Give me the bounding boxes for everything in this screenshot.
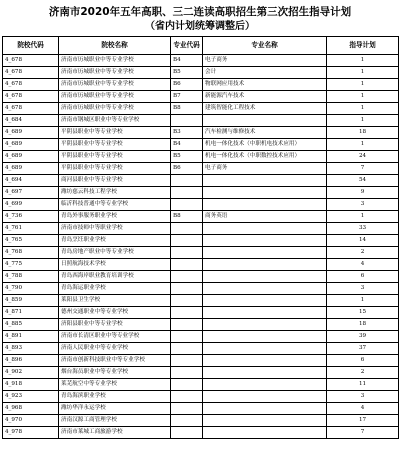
column-header-major-name: 专业名称: [203, 37, 327, 55]
major-name-cell: [203, 331, 327, 343]
school-code-cell: 4_689: [3, 163, 59, 175]
plan-count-cell: 1: [327, 139, 399, 151]
major-code-cell: B4: [171, 139, 203, 151]
school-code-cell: 4_790: [3, 283, 59, 295]
major-code-cell: [171, 271, 203, 283]
plan-count-cell: 3: [327, 283, 399, 295]
table-row: [3, 379, 399, 391]
plan-count-cell: 15: [327, 307, 399, 319]
major-code-cell: [171, 295, 203, 307]
column-header-school-name: 院校名称: [59, 37, 171, 55]
plan-count-cell: 2: [327, 367, 399, 379]
table-row: [3, 199, 399, 211]
major-code-cell: B4: [171, 55, 203, 67]
school-name-cell: 德州交通职业中等专业学校: [59, 307, 171, 319]
major-name-cell: [203, 367, 327, 379]
major-name-cell: 会计: [203, 67, 327, 79]
school-name-cell: 平阴县职业中等专业学校: [59, 163, 171, 175]
major-code-cell: B6: [171, 163, 203, 175]
school-name-cell: 济南市历城职业中等专业学校: [59, 91, 171, 103]
table-row: [3, 391, 399, 403]
school-code-cell: 4_788: [3, 271, 59, 283]
plan-count-cell: 33: [327, 223, 399, 235]
school-name-cell: 济南人民职业中等专业学校: [59, 343, 171, 355]
school-name-cell: 莱芜航空中等专业学校: [59, 379, 171, 391]
plan-count-cell: 1: [327, 295, 399, 307]
table-row: [3, 187, 399, 199]
school-code-cell: 4_689: [3, 127, 59, 139]
column-header-plan-count: 指导计划: [327, 37, 399, 55]
major-code-cell: [171, 115, 203, 127]
plan-count-cell: 14: [327, 235, 399, 247]
major-name-cell: 电子商务: [203, 163, 327, 175]
school-code-cell: 4_893: [3, 343, 59, 355]
school-name-cell: 烟台海员职业中等专业学校: [59, 367, 171, 379]
table-row: [3, 223, 399, 235]
plan-count-cell: 1: [327, 115, 399, 127]
major-name-cell: [203, 115, 327, 127]
school-name-cell: 青岛外事服务职业学校: [59, 211, 171, 223]
table-header: [3, 37, 399, 55]
enrollment-plan-table: [2, 36, 399, 439]
school-name-cell: 日照航海技术学校: [59, 259, 171, 271]
school-code-cell: 4_678: [3, 55, 59, 67]
plan-count-cell: 4: [327, 403, 399, 415]
plan-count-cell: 54: [327, 175, 399, 187]
school-code-cell: 4_678: [3, 67, 59, 79]
school-code-cell: 4_968: [3, 403, 59, 415]
school-code-cell: 4_775: [3, 259, 59, 271]
plan-count-cell: 1: [327, 103, 399, 115]
major-name-cell: [203, 271, 327, 283]
major-code-cell: [171, 199, 203, 211]
major-code-cell: [171, 307, 203, 319]
school-name-cell: 平阴县职业中等专业学校: [59, 139, 171, 151]
table-row: [3, 175, 399, 187]
plan-count-cell: 1: [327, 211, 399, 223]
school-code-cell: 4_896: [3, 355, 59, 367]
major-code-cell: [171, 391, 203, 403]
school-name-cell: 济南市长清区职业中等专业学校: [59, 331, 171, 343]
major-name-cell: [203, 283, 327, 295]
school-code-cell: 4_689: [3, 151, 59, 163]
plan-count-cell: 17: [327, 415, 399, 427]
major-name-cell: [203, 247, 327, 259]
table-row: [3, 307, 399, 319]
plan-count-cell: 6: [327, 271, 399, 283]
major-code-cell: [171, 187, 203, 199]
table-row: [3, 415, 399, 427]
table-row: [3, 295, 399, 307]
school-name-cell: 平阴县职业中等专业学校: [59, 151, 171, 163]
school-name-cell: 济南汉源工商管理学校: [59, 415, 171, 427]
school-name-cell: 青岛海运职业学校: [59, 283, 171, 295]
school-code-cell: 4_970: [3, 415, 59, 427]
plan-count-cell: 1: [327, 79, 399, 91]
major-name-cell: [203, 379, 327, 391]
major-name-cell: [203, 403, 327, 415]
major-name-cell: [203, 235, 327, 247]
major-code-cell: [171, 259, 203, 271]
major-code-cell: [171, 283, 203, 295]
major-code-cell: B3: [171, 127, 203, 139]
table-row: [3, 127, 399, 139]
school-name-cell: 潍坊华洋永运学校: [59, 403, 171, 415]
major-name-cell: [203, 175, 327, 187]
school-code-cell: 4_923: [3, 391, 59, 403]
major-name-cell: 商务英语: [203, 211, 327, 223]
plan-count-cell: 18: [327, 319, 399, 331]
table-row: [3, 343, 399, 355]
table-row: [3, 151, 399, 163]
table-row: [3, 427, 399, 439]
major-name-cell: 新能源汽车技术: [203, 91, 327, 103]
major-name-cell: [203, 343, 327, 355]
school-name-cell: 临沂科技普通中等专业学校: [59, 199, 171, 211]
major-name-cell: 物联网应用技术: [203, 79, 327, 91]
plan-count-cell: 7: [327, 163, 399, 175]
page-subtitle: （省内计划统筹调整后）: [145, 21, 255, 32]
major-name-cell: 机电一体化技术（中职机电技术应用）: [203, 139, 327, 151]
school-code-cell: 4_891: [3, 331, 59, 343]
school-name-cell: 济南市钢城区职业中等专业学校: [59, 115, 171, 127]
school-code-cell: 4_859: [3, 295, 59, 307]
plan-count-cell: 1: [327, 55, 399, 67]
plan-count-cell: 3: [327, 199, 399, 211]
table-body: [3, 55, 399, 439]
plan-count-cell: 3: [327, 391, 399, 403]
school-code-cell: 4_689: [3, 139, 59, 151]
table-row: [3, 331, 399, 343]
school-code-cell: 4_684: [3, 115, 59, 127]
school-name-cell: 济南市创新科技职业中等专业学校: [59, 355, 171, 367]
table-row: [3, 259, 399, 271]
major-code-cell: [171, 427, 203, 439]
school-code-cell: 4_978: [3, 427, 59, 439]
major-name-cell: 建筑智能化工程技术: [203, 103, 327, 115]
school-name-cell: 商河县职业中等专业学校: [59, 175, 171, 187]
table-row: [3, 115, 399, 127]
table-row: [3, 163, 399, 175]
plan-count-cell: 18: [327, 127, 399, 139]
major-code-cell: [171, 235, 203, 247]
school-name-cell: 济阳县职业中等专业学校: [59, 319, 171, 331]
major-code-cell: [171, 343, 203, 355]
school-code-cell: 4_885: [3, 319, 59, 331]
major-code-cell: [171, 319, 203, 331]
school-name-cell: 青岛烹饪职业学校: [59, 235, 171, 247]
school-name-cell: 青岛西海岸职业教育培训学校: [59, 271, 171, 283]
school-name-cell: 平阴县职业中等专业学校: [59, 127, 171, 139]
major-code-cell: [171, 223, 203, 235]
major-name-cell: [203, 199, 327, 211]
page-title: 济南市2020年五年高职、三二连读高职招生第三次招生指导计划: [48, 6, 352, 18]
major-code-cell: B7: [171, 91, 203, 103]
plan-count-cell: 1: [327, 67, 399, 79]
major-name-cell: [203, 187, 327, 199]
major-code-cell: [171, 331, 203, 343]
table-row: [3, 139, 399, 151]
major-name-cell: 电子商务: [203, 55, 327, 67]
table-row: [3, 271, 399, 283]
table-row: [3, 55, 399, 67]
major-name-cell: [203, 295, 327, 307]
table-row: [3, 235, 399, 247]
major-name-cell: [203, 319, 327, 331]
school-name-cell: 济南市历城职业中等专业学校: [59, 79, 171, 91]
table-row: [3, 91, 399, 103]
major-name-cell: [203, 307, 327, 319]
plan-count-cell: 4: [327, 259, 399, 271]
school-code-cell: 4_918: [3, 379, 59, 391]
school-name-cell: 济南市历城职业中等专业学校: [59, 55, 171, 67]
table-row: [3, 211, 399, 223]
major-code-cell: B6: [171, 79, 203, 91]
table-row: [3, 283, 399, 295]
major-name-cell: 机电一体化技术（中职数控技术应用）: [203, 151, 327, 163]
plan-count-cell: 11: [327, 379, 399, 391]
plan-count-cell: 39: [327, 331, 399, 343]
major-code-cell: [171, 355, 203, 367]
major-code-cell: [171, 247, 203, 259]
major-code-cell: B5: [171, 151, 203, 163]
school-name-cell: 济南市莱城工商旅游学校: [59, 427, 171, 439]
school-code-cell: 4_697: [3, 187, 59, 199]
school-code-cell: 4_761: [3, 223, 59, 235]
school-name-cell: 莱阳县卫生学校: [59, 295, 171, 307]
table-row: [3, 367, 399, 379]
school-code-cell: 4_765: [3, 235, 59, 247]
plan-count-cell: 6: [327, 355, 399, 367]
major-code-cell: [171, 367, 203, 379]
plan-count-cell: 37: [327, 343, 399, 355]
major-code-cell: [171, 379, 203, 391]
school-name-cell: 青岛房地产职业中等专业学校: [59, 247, 171, 259]
major-code-cell: B8: [171, 103, 203, 115]
school-name-cell: 济南市历城职业中等专业学校: [59, 67, 171, 79]
school-code-cell: 4_678: [3, 103, 59, 115]
table-row: [3, 355, 399, 367]
school-code-cell: 4_694: [3, 175, 59, 187]
plan-count-cell: 2: [327, 247, 399, 259]
school-code-cell: 4_736: [3, 211, 59, 223]
school-code-cell: 4_678: [3, 79, 59, 91]
table-row: [3, 79, 399, 91]
major-name-cell: 汽车检测与维修技术: [203, 127, 327, 139]
major-code-cell: B8: [171, 211, 203, 223]
major-name-cell: [203, 259, 327, 271]
major-code-cell: B5: [171, 67, 203, 79]
school-name-cell: 济南市历城职业中等专业学校: [59, 103, 171, 115]
major-code-cell: [171, 175, 203, 187]
table-row: [3, 403, 399, 415]
header-row: [3, 37, 399, 55]
school-name-cell: 青岛海滨职业学校: [59, 391, 171, 403]
plan-count-cell: 7: [327, 427, 399, 439]
school-code-cell: 4_678: [3, 91, 59, 103]
major-name-cell: [203, 223, 327, 235]
school-code-cell: 4_699: [3, 199, 59, 211]
school-code-cell: 4_871: [3, 307, 59, 319]
school-code-cell: 4_902: [3, 367, 59, 379]
major-name-cell: [203, 355, 327, 367]
table-row: [3, 67, 399, 79]
plan-count-cell: 1: [327, 91, 399, 103]
column-header-major-code: 专业代码: [171, 37, 203, 55]
major-name-cell: [203, 391, 327, 403]
major-name-cell: [203, 415, 327, 427]
table-row: [3, 103, 399, 115]
plan-count-cell: 24: [327, 151, 399, 163]
school-name-cell: 济南市技师中等职业学校: [59, 223, 171, 235]
plan-count-cell: 9: [327, 187, 399, 199]
table-row: [3, 247, 399, 259]
school-name-cell: 潍坊慈云科技工程学校: [59, 187, 171, 199]
major-name-cell: [203, 427, 327, 439]
major-code-cell: [171, 415, 203, 427]
major-code-cell: [171, 403, 203, 415]
column-header-school-code: 院校代码: [3, 37, 59, 55]
table-row: [3, 319, 399, 331]
school-code-cell: 4_768: [3, 247, 59, 259]
